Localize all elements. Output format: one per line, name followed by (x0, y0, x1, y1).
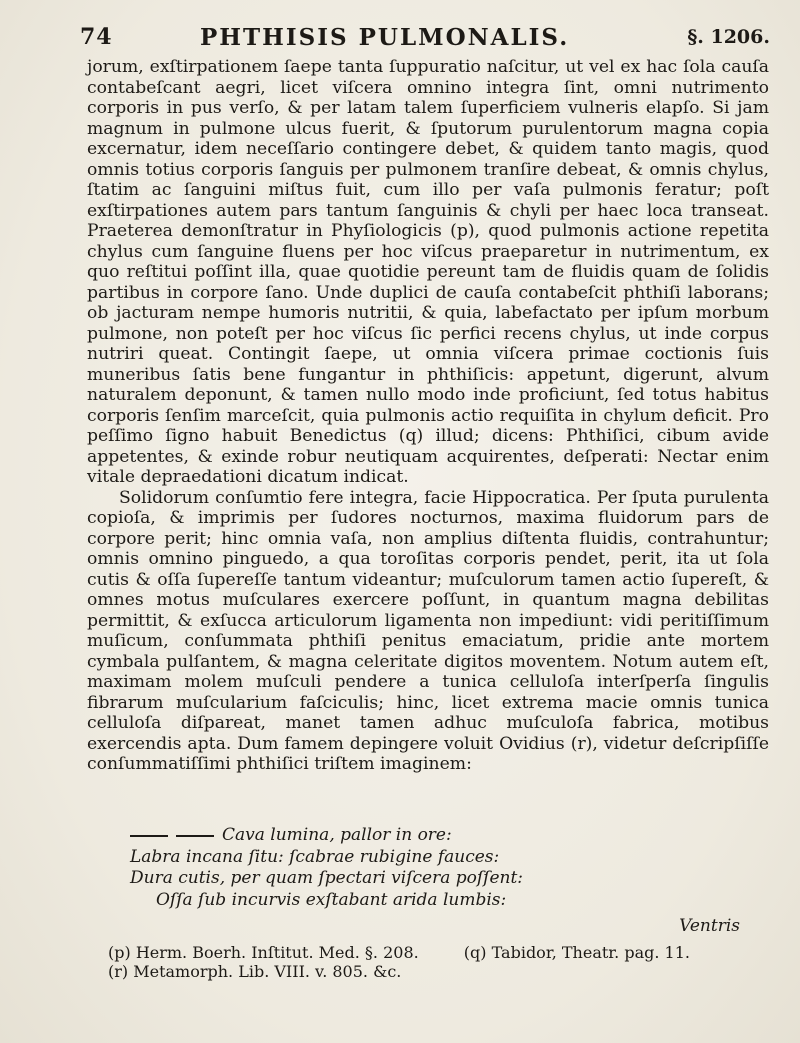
footnotes (108, 943, 768, 981)
verse-line: Oſſa ſub incurvis exſtabant arida lumbis: (156, 889, 507, 910)
footnote-p: (p) Herm. Boerh. Inſtitut. Med. §. 208. (108, 943, 419, 962)
verse-line (130, 825, 690, 847)
footnote-q: (q) Tabidor, Theatr. pag. 11. (463, 943, 690, 962)
catchword: Ventris (679, 916, 740, 936)
section-reference: §. 1206. (687, 26, 770, 48)
paragraph-1: jorum, exſtirpationem ſaepe tanta ſuppuratio naſcitur, ut vel ex hac ſola cauſa contabeſcant aegri, licet viſcera omnino integra ſint, omni nutrimento corporis in pus verſo, & per latam talem ſuperficiem vulneris elapſo. Si jam magnum in pulmone ulcus fuerit, & ſputorum purulentorum magna copia excernatur, idem neceſſario contingere debet, & quidem tanto magis, quod omnis totius corporis ſanguis per pulmonem tranſire debeat, & omnis chylus, ſtatim ac ſanguini miſtus fuit, cum illo per vaſa pulmonis feratur; poſt exſtirpationes autem pars tantum ſanguinis & chyli per haec loca transeat. Praeterea demonſtratur in Phyſiologicis (p), quod pulmonis actione repetita chylus cum ſanguine fluens per hoc viſcus praeparetur in nutrimentum, ex quo reſtitui poſſint illa, quae quotidie pereunt tam de fluidis quam de ſolidis partibus in corpore ſano. Unde duplici de cauſa contabeſcit phthiſi laborans; ob jacturam nempe humoris nutritii, & quia, labefactato per ipſum morbum pulmone, non poteſt per hoc viſcus ſic perfici recens chylus, ut inde corpus nutriri queat. Contingit ſaepe, ut omnia viſcera primae coctionis ſuis muneribus ſatis bene fungantur in phthiſicis: appetunt, digerunt, alvum naturalem deponunt, & tamen nullo modo inde proficiunt, ſed totus habitus corporis ſenſim marceſcit, quia pulmonis actio requiſita in chylum deficit. Pro peſſimo ſigno habuit Benedictus (q) illud; dicens: Phthiſici, cibum avide appetentes, & exinde robur neutiquam acquirentes, deſperati: Nectar enim vitale depraedationi dicatum indicat. (87, 57, 769, 487)
verse-line: Labra incana ſitu: ſcabrae rubigine fauces: (130, 846, 500, 867)
dash-rule (130, 835, 168, 837)
paragraph-2: Solidorum conſumtio fere integra, facie Hippocratica. Per ſputa purulenta copioſa, & imprimis per ſudores nocturnos, maxima fluidorum pars de corpore perit; hinc omnia vaſa, non amplius diſtenta fluidis, contrahuntur; omnis omnino pinguedo, a qua toroſitas corporis pendet, perit, ita ut ſola cutis & oſſa ſupereſſe tantum videantur; muſculorum tamen actio ſupereſt, & omnes motus muſculares exercere poſſunt, in quantum magna debilitas permittit, & exſucca articulorum ligamenta non impediunt: vidi peritiſſimum muſicum, conſummata phthiſi penitus emaciatum, pridie ante mortem cymbala pulſantem, & magna celeritate digitos moventem. Notum autem eſt, maximam molem muſculi pendere a tunica celluloſa interſperſa ſingulis fibrarum muſcularium faſciculis; hinc, licet extrema macie omnis tunica celluloſa diſpareat, manet tamen adhuc muſculoſa fabrica, motibus exercendis apta. Dum famem depingere voluit Ovidius (r), videtur deſcripſiſſe conſummatiſſimi phthiſici triſtem imaginem: (87, 487, 769, 774)
verse-line: Dura cutis, per quam ſpectari viſcera poſſent: (130, 868, 524, 888)
verse-quotation (130, 825, 690, 911)
dash-rule (176, 835, 214, 837)
footnote-r: (r) Metamorph. Lib. VIII. v. 805. &c. (108, 962, 402, 981)
page-number: 74 (80, 24, 113, 50)
page-header (80, 14, 770, 54)
footnote-row (108, 943, 768, 962)
running-title: PHTHISIS PULMONALIS. (200, 24, 570, 51)
verse-line-text: Cava lumina, pallor in ore: (222, 825, 452, 845)
main-text (87, 57, 769, 775)
